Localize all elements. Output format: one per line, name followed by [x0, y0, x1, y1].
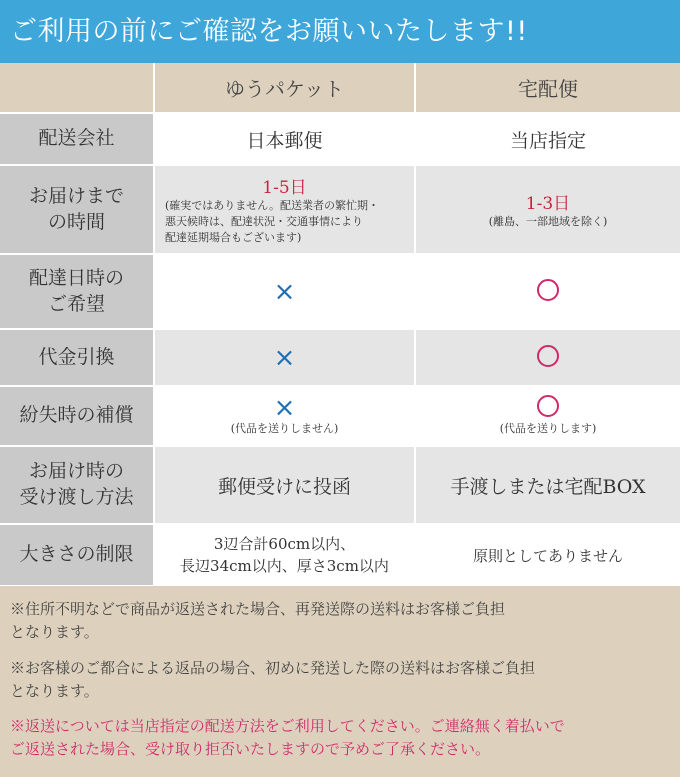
row-label-line1: お届け時の: [28, 460, 124, 483]
note-return-method: [10, 715, 670, 762]
row-company: [0, 113, 680, 165]
takuhai-time: [415, 165, 680, 254]
note-line: ※返送については当店指定の配送方法をご利用してください。ご連絡無く着払いで: [10, 717, 565, 735]
notes-section: [0, 586, 680, 777]
row-label-line2: の時間: [47, 210, 105, 233]
takuhai-time-note: (離島、一部地域を除く): [488, 215, 608, 229]
row-label: 大きさの制限: [0, 524, 154, 586]
takuhai-loss: [415, 386, 680, 446]
circle-icon: [537, 345, 559, 367]
takuhai-cod: [415, 329, 680, 386]
row-label: [0, 254, 154, 329]
takuhai-size: 原則としてありません: [415, 524, 680, 586]
yu-delivery-text: 郵便受けに投函: [217, 475, 351, 498]
yu-time: [154, 165, 415, 254]
yu-size: [154, 524, 415, 586]
takuhai-datetime: [415, 254, 680, 329]
yu-time-note-line3: 配達延期場合もございます): [165, 230, 302, 244]
row-label: 紛失時の補償: [0, 386, 154, 446]
note-line: となります。: [10, 681, 99, 700]
yu-time-note: [155, 198, 414, 246]
yu-size-line1: 3辺合計60cm以内、: [213, 534, 356, 553]
row-label: [0, 446, 154, 524]
yu-loss-note: (代品を送りしません): [230, 422, 339, 436]
note-line: となります。: [10, 623, 99, 642]
page-banner: ご利用の前にご確認をお願いいたします!!: [0, 0, 680, 63]
takuhai-company: [415, 113, 680, 165]
row-label: 代金引換: [0, 329, 154, 386]
yu-size-line2: 長辺34cm以内、厚さ3cm以内: [180, 557, 389, 575]
takuhai-company-text: 当店指定: [509, 129, 586, 152]
header-corner: [0, 63, 154, 113]
row-label-line1: 配達日時の: [28, 266, 124, 289]
row-size: [0, 524, 680, 586]
column-header-takuhai: 宅配便: [415, 63, 680, 113]
row-delivery: [0, 446, 680, 524]
takuhai-time-main: 1-3日: [525, 194, 571, 215]
row-loss: [0, 386, 680, 446]
cross-icon: ×: [273, 393, 296, 424]
row-cod: [0, 329, 680, 386]
note-line: ご返送された場合、受け取り拒否いたしますので予めご了承ください。: [10, 740, 491, 759]
yu-loss: [154, 386, 415, 446]
yu-datetime: [154, 254, 415, 329]
takuhai-delivery-text: 手渡しまたは宅配BOX: [450, 475, 646, 498]
takuhai-delivery: [415, 446, 680, 524]
circle-icon: [537, 279, 559, 301]
note-customer-return: [10, 657, 670, 704]
row-datetime: [0, 254, 680, 329]
yu-delivery: [154, 446, 415, 524]
column-header-yu-packet: ゆうパケット: [154, 63, 415, 113]
yu-time-note-line1: (確実ではありません。配送業者の繁忙期・: [165, 199, 379, 213]
row-label-line1: お届けまで: [28, 184, 124, 207]
cross-icon: ×: [273, 276, 296, 307]
yu-company-text: 日本郵便: [246, 129, 323, 152]
yu-cod: [154, 329, 415, 386]
row-label: 配送会社: [0, 113, 154, 165]
note-line: ※住所不明などで商品が返送された場合、再発送際の送料はお客様ご負担: [10, 600, 506, 618]
yu-time-main: 1-5日: [262, 178, 307, 199]
yu-company: [154, 113, 415, 165]
note-return-unknown-address: [10, 598, 670, 645]
cross-icon: ×: [273, 342, 296, 373]
shipping-comparison-table: [0, 63, 680, 587]
row-label-line2: ご希望: [47, 292, 105, 315]
circle-icon: [537, 395, 559, 417]
table-header-row: [0, 63, 680, 113]
row-label-line2: 受け渡し方法: [19, 486, 134, 508]
takuhai-loss-note: (代品を送りします): [499, 422, 597, 436]
row-label: [0, 165, 154, 254]
note-line: ※お客様のご都合による返品の場合、初めに発送した際の送料はお客様ご負担: [10, 658, 536, 677]
row-time: [0, 165, 680, 254]
yu-time-note-line2: 悪天候時は、配達状況・交通事情により: [165, 215, 363, 229]
